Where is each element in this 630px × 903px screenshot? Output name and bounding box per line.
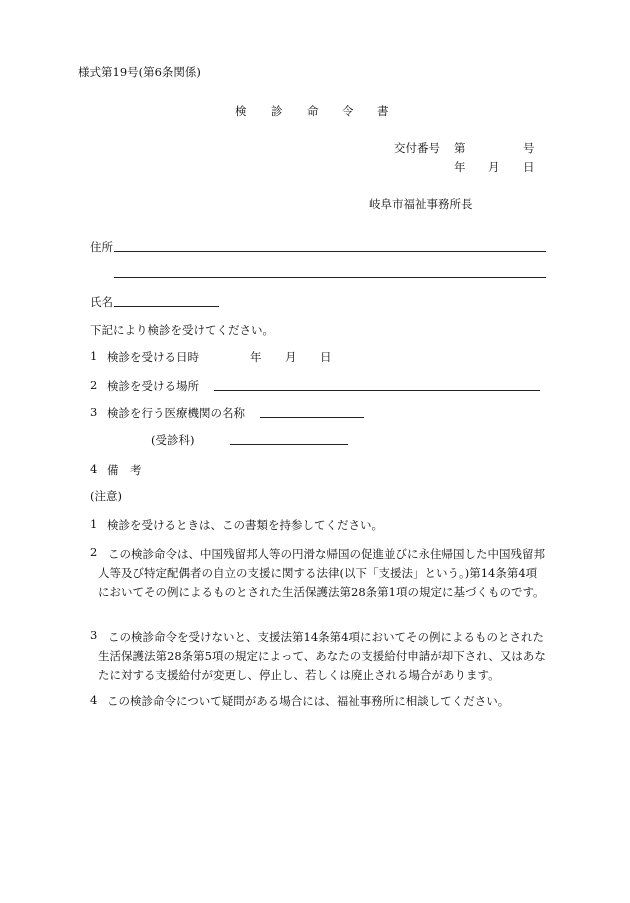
form-number: 様式第19号(第6条関係) — [78, 65, 201, 79]
item-number: 2 — [90, 378, 98, 392]
note-number: 3 — [90, 628, 98, 642]
item-number: 1 — [90, 349, 98, 363]
item-day: 日 — [320, 350, 332, 364]
place-line[interactable] — [214, 390, 540, 391]
issue-day: 日 — [523, 160, 535, 174]
title-char: 書 — [377, 104, 389, 118]
notes-heading: (注意) — [90, 489, 122, 503]
title-char: 令 — [342, 104, 354, 118]
item-number: 3 — [90, 405, 98, 419]
issue-go: 号 — [523, 141, 535, 155]
item-label: 検診を受ける場所 — [107, 379, 199, 393]
note-number: 4 — [90, 693, 98, 707]
name-label: 氏名 — [90, 295, 113, 309]
note-text: 検診を受けるときは、この書類を持参してください。 — [107, 518, 383, 532]
note-text: この検診命令を受けないと、支援法第14条第4項においてその例によるものとされた生活保護法第28条第5項の規定によって、あなたの支援給付申請が却下され、又はあなたに対する支援給付が変更し、停止し、若しくは廃止される場合があります。 — [98, 630, 546, 682]
address-line-2[interactable] — [114, 277, 546, 278]
issue-number-label: 交付番号 — [394, 141, 440, 155]
issuer: 岐阜市福祉事務所長 — [369, 197, 473, 211]
item-year: 年 — [250, 350, 262, 364]
note-text: この検診命令は、中国残留邦人等の円滑な帰国の促進並びに永住帰国した中国残留邦人等及び特定配偶者の自立の支援に関する法律(以下「支援法」という。)第14条第4項においてその例によるものとされた生活保護法第28条第1項の規定に基づくものです。 — [98, 547, 545, 599]
item-label: 検診を受ける日時 — [107, 350, 199, 364]
department-line[interactable] — [230, 444, 348, 445]
item-label: 検診を行う医療機関の名称 — [107, 406, 245, 420]
issue-year: 年 — [454, 160, 466, 174]
note-number: 2 — [90, 545, 98, 559]
address-label: 住所 — [90, 240, 113, 254]
item-month: 月 — [285, 350, 297, 364]
note-text: この検診命令について疑問がある場合には、福祉事務所に相談してください。 — [107, 694, 510, 708]
note-number: 1 — [90, 517, 98, 531]
title-char: 命 — [307, 104, 319, 118]
address-line-1[interactable] — [114, 251, 546, 252]
issue-dai: 第 — [454, 141, 466, 155]
item-number: 4 — [90, 462, 98, 476]
department-label: (受診科) — [151, 433, 195, 447]
intro-text: 下記により検診を受けてください。 — [90, 323, 274, 337]
institution-line[interactable] — [260, 417, 364, 418]
item-label: 備 考 — [107, 463, 142, 477]
title-char: 検 — [235, 104, 247, 118]
name-line[interactable] — [114, 306, 219, 307]
issue-month: 月 — [488, 160, 500, 174]
title-char: 診 — [271, 104, 283, 118]
